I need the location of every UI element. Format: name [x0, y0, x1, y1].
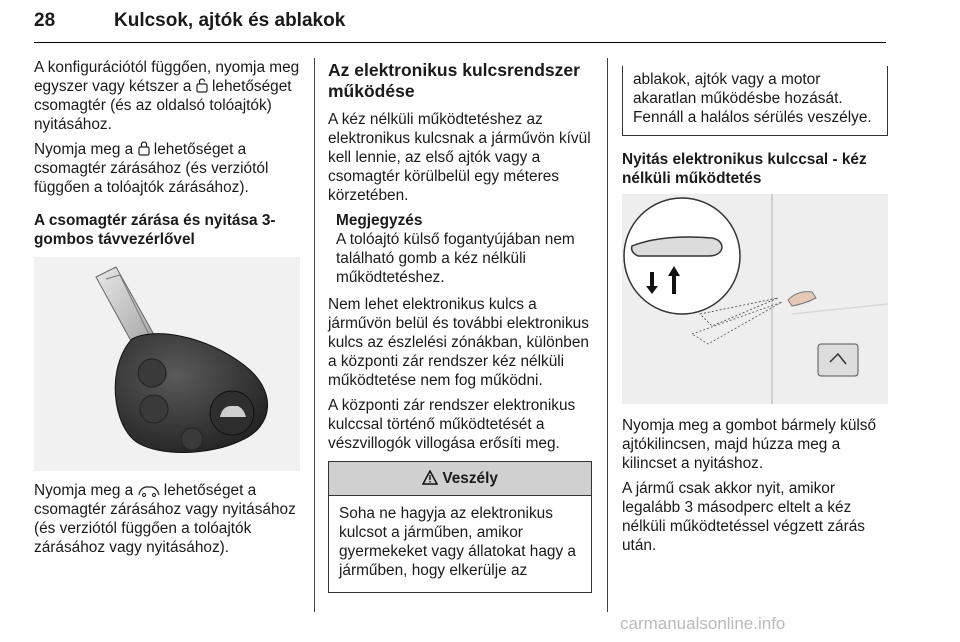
section-heading-electronic-key: Az elektronikus kulcsrendszer működése [328, 60, 580, 101]
paragraph-detection-zones: Nem lehet elektronikus kulcs a járművön belül és további elektronikus kulcs az észlelési zónákban, különben a központi zár rendszer kéz nélküli működtetése nem fog működni. [328, 296, 589, 389]
paragraph-hazard-lights: A központi zár rendszer elektronikus kulccsal történő működtetését a vészvillogók villogása erősíti meg. [328, 397, 576, 452]
lock-icon [138, 141, 150, 156]
section-heading-3-button-remote: A csomagtér zárása és nyitása 3-gombos távvezérlővel [34, 212, 276, 248]
note-title: Megjegyzés [336, 212, 423, 229]
remote-key-figure [34, 257, 300, 471]
remote-key-illustration [34, 257, 300, 471]
page-number: 28 [34, 10, 56, 31]
paragraph-car-button: Nyomja meg a lehetőséget a csomagtér zárásához vagy nyitásához (és verziótól függően a tolóajtók zárásához vagy nyitásához). [34, 482, 296, 556]
note-block [336, 211, 592, 287]
paragraph-press-handle: Nyomja meg a gombot bármely külső ajtókilincsen, majd húzza meg a kilincset a nyitáshoz. [622, 417, 877, 472]
car-trunk-icon [138, 484, 160, 497]
danger-title: Veszély [442, 470, 498, 487]
danger-box [328, 461, 592, 593]
column-1 [34, 58, 300, 563]
paragraph-hands-free: A kéz nélküli működtetéshez az elektronikus kulcsnak a járművön kívül kell lennie, az első ajtók vagy a csomagtér körülbelül egy méteres körzetében. [328, 111, 591, 204]
section-heading-hands-free-open: Nyitás elektronikus kulccsal - kéz nélküli működtetés [622, 151, 867, 187]
danger-header [329, 462, 591, 496]
door-handle-figure [622, 194, 888, 404]
warning-triangle-icon [422, 470, 438, 485]
page-header [34, 8, 886, 43]
danger-box-continued: ablakok, ajtók vagy a motor akaratlan működésbe hozását. Fennáll a halálos sérülés veszélye. [622, 66, 888, 136]
column-divider [607, 58, 608, 612]
watermark: carmanualsonline.info [620, 614, 786, 633]
page-title: Kulcsok, ajtók és ablakok [114, 10, 346, 31]
paragraph-open-trunk: A konfigurációtól függően, nyomja meg egyszer vagy kétszer a lehetőséget csomagtér (és az oldalsó tolóajtók) nyitásához. [34, 59, 300, 133]
unlock-icon [196, 78, 208, 93]
door-handle-illustration [622, 194, 888, 404]
paragraph-lock-trunk: Nyomja meg a lehetőséget a csomagtér zárásához (és verziótól függően a tolóajtók zárásához). [34, 141, 269, 196]
danger-text: Soha ne hagyja az elektronikus kulcsot a járműben, amikor gyermekeket vagy állatokat hagy a járműben, hogy elkerülje az [339, 505, 576, 579]
column-2 [328, 58, 592, 593]
column-3 [622, 66, 888, 561]
column-divider [314, 58, 315, 612]
note-text: A tolóajtó külső fogantyújában nem található gomb a kéz nélküli működtetéshez. [336, 231, 575, 286]
paragraph-delay: A jármű csak akkor nyit, amikor legalább 3 másodperc eltelt a kéz nélküli működtetéssel végzett zárás után. [622, 480, 865, 554]
